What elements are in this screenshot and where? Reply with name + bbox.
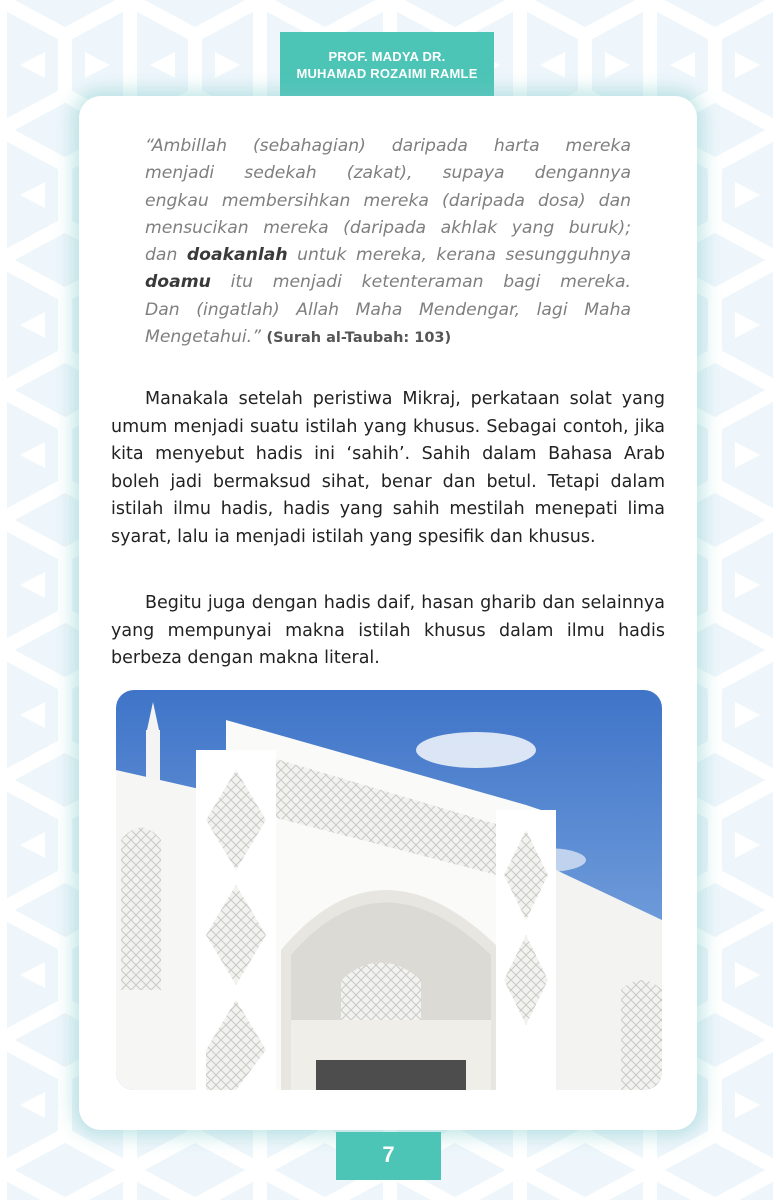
quote-line: doamu itu menjadi ketenteraman bagi mereka. [145,272,631,293]
body-paragraph-2 [111,590,665,673]
body-paragraph-1 [111,386,665,551]
author-title: PROF. MADYA DR. [328,49,446,64]
quote-line: Dan (ingatlah) Allah Maha Mendengar, lagi Maha [145,299,631,320]
page-number: 7 [336,1132,441,1180]
quote-line: dan doakanlah untuk mereka, kerana sesungguhnya [145,245,631,266]
mosque-photo [116,690,662,1090]
author-tab [280,32,494,98]
quote-line: mensucikan mereka (daripada akhlak yang buruk); [145,217,631,238]
quote-line: “Ambillah (sebahagian) daripada harta mereka [145,136,631,156]
paragraph-text: Manakala setelah peristiwa Mikraj, perkataan solat yang umum menjadi suatu istilah yang khusus. Sebagai contoh, jika kita menyebut hadis ini ‘sahih’. Sahih dalam Bahasa Arab boleh jadi bermaksud sihat, benar dan betul. Tetapi dalam istilah ilmu hadis, hadis yang sahih mestilah menepati lima syarat, lalu ia menjadi istilah yang spesifik dan khusus. [111,389,665,547]
quran-quote [145,133,631,352]
quote-last-line: Mengetahui.” (Surah al-Taubah: 103) [145,327,452,348]
quote-line: menjadi sedekah (zakat), supaya dengannya [145,163,631,184]
author-name: MUHAMAD ROZAIMI RAMLE [296,66,478,81]
quote-emphasis: doakanlah [186,245,288,266]
paragraph-text: Begitu juga dengan hadis daif, hasan gharib dan selainnya yang mempunyai makna istilah khusus dalam ilmu hadis berbeza dengan makna literal. [111,593,665,668]
quote-reference: (Surah al-Taubah: 103) [266,330,452,347]
quote-line: engkau membersihkan mereka (daripada dosa) dan [145,190,631,211]
quote-emphasis: doamu [145,272,211,293]
